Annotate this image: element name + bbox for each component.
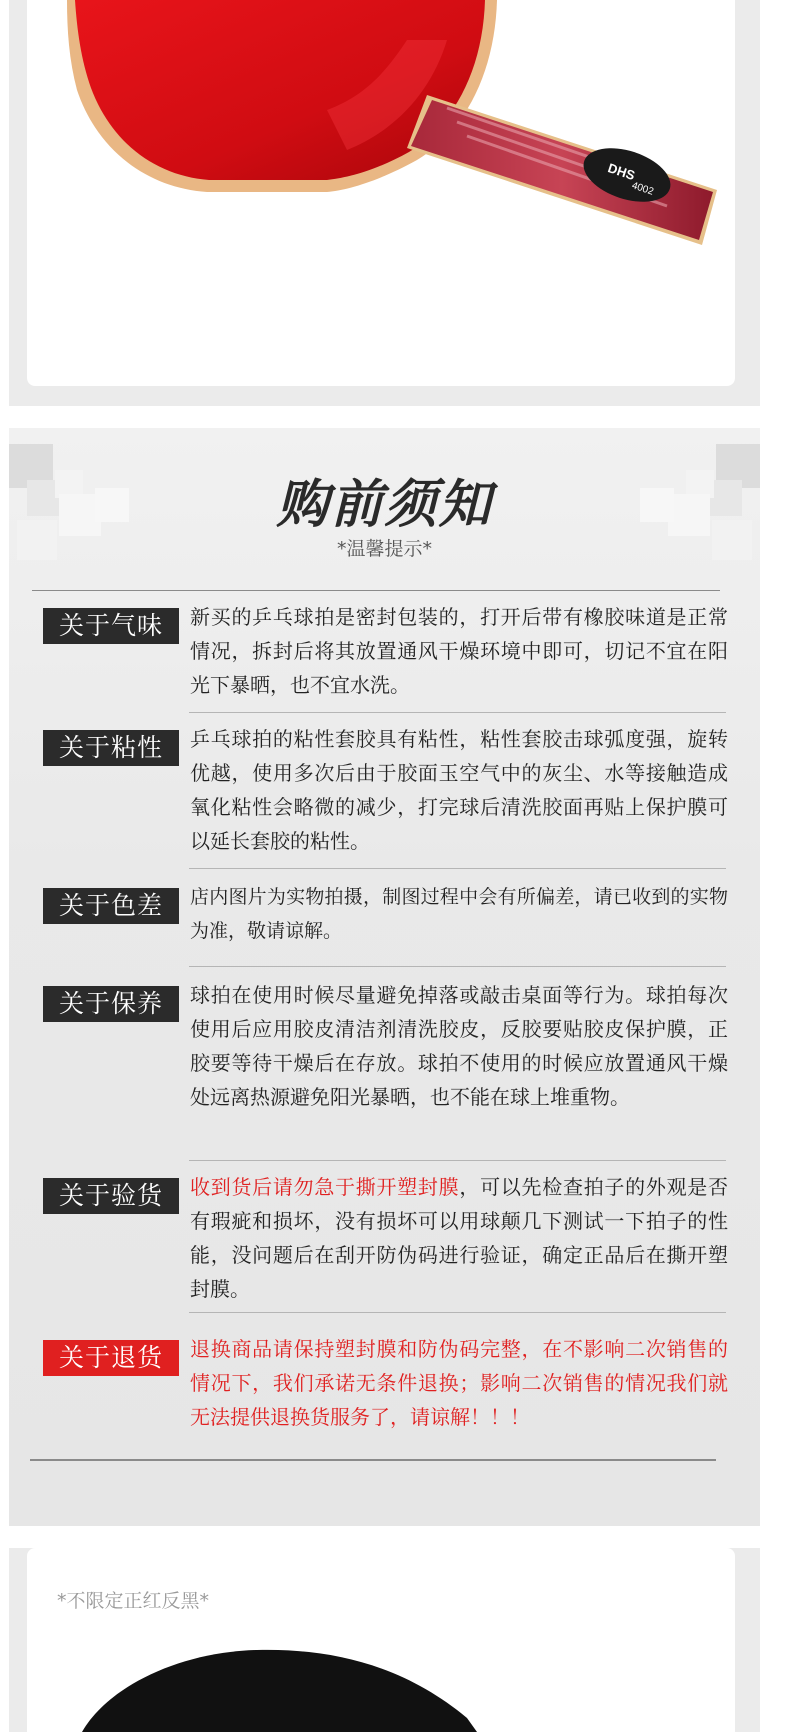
text-smell: 新买的乒乓球拍是密封包装的，打开后带有橡胶味道是正常情况，拆封后将其放置通风干燥环境中即可，切记不宜在阳光下暴晒，也不宜水洗。	[190, 605, 728, 697]
racket-black-side-image	[27, 1548, 735, 1732]
bottom-image-panel	[9, 1548, 760, 1732]
bottom-image-card	[27, 1548, 735, 1732]
inspection-warning: 收到货后请勿急于撕开塑封膜	[190, 1175, 460, 1199]
text-return: 退换商品请保持塑封膜和防伪码完整，在不影响二次销售的情况下，我们承诺无条件退换；影响二次销售的情况我们就无法提供退换货服务了，请谅解！！！	[190, 1337, 728, 1429]
tag-smell: 关于气味	[43, 608, 179, 644]
product-image-panel	[9, 0, 760, 406]
notice-title: 购前须知	[276, 475, 493, 535]
svg-text:4002: 4002	[630, 180, 655, 198]
separator	[189, 868, 726, 869]
separator	[189, 966, 726, 967]
separator	[189, 1160, 726, 1161]
divider-bottom	[30, 1459, 716, 1461]
purchase-notice-section	[9, 428, 760, 1526]
rubber-color-note: *不限定正红反黑*	[57, 1590, 210, 1612]
tag-stickiness: 关于粘性	[43, 730, 179, 766]
text-stickiness: 乒乓球拍的粘性套胶具有粘性，粘性套胶击球弧度强，旋转优越，使用多次后由于胶面玉空气中的灰尘、水等接触造成氧化粘性会略微的减少，打完球后清洗胶面再贴上保护膜可以延长套胶的粘性。	[190, 727, 728, 853]
separator	[189, 1312, 726, 1313]
tag-return: 关于退货	[43, 1340, 179, 1376]
text-inspection	[190, 1170, 728, 1306]
racket-image	[27, 0, 735, 386]
inspection-detail: ，可以先检查拍子的外观是否有瑕疵和损坏，没有损坏可以用球颠几下测试一下拍子的性能，没问题后在刮开防伪码进行验证，确定正品后在撕开塑封膜。	[190, 1175, 729, 1301]
text-maintenance: 球拍在使用时候尽量避免掉落或敲击桌面等行为。球拍每次使用后应用胶皮清洁剂清洗胶皮，反胶要贴胶皮保护膜，正胶要等待干燥后在存放。球拍不使用的时候应放置通风干燥处远离热源避免阳光暴晒，也不能在球上堆重物。	[190, 983, 728, 1109]
tag-color-difference: 关于色差	[43, 888, 179, 924]
tag-maintenance: 关于保养	[43, 986, 179, 1022]
notice-subtitle: *温馨提示*	[336, 538, 432, 560]
tag-inspection: 关于验货	[43, 1178, 179, 1214]
separator	[189, 712, 726, 713]
text-color-difference: 店内图片为实物拍摄，制图过程中会有所偏差，请已收到的实物为准，敬请谅解。	[190, 886, 728, 942]
divider-top	[32, 590, 720, 591]
product-image-card	[27, 0, 735, 386]
svg-text:DHS: DHS	[606, 160, 637, 184]
